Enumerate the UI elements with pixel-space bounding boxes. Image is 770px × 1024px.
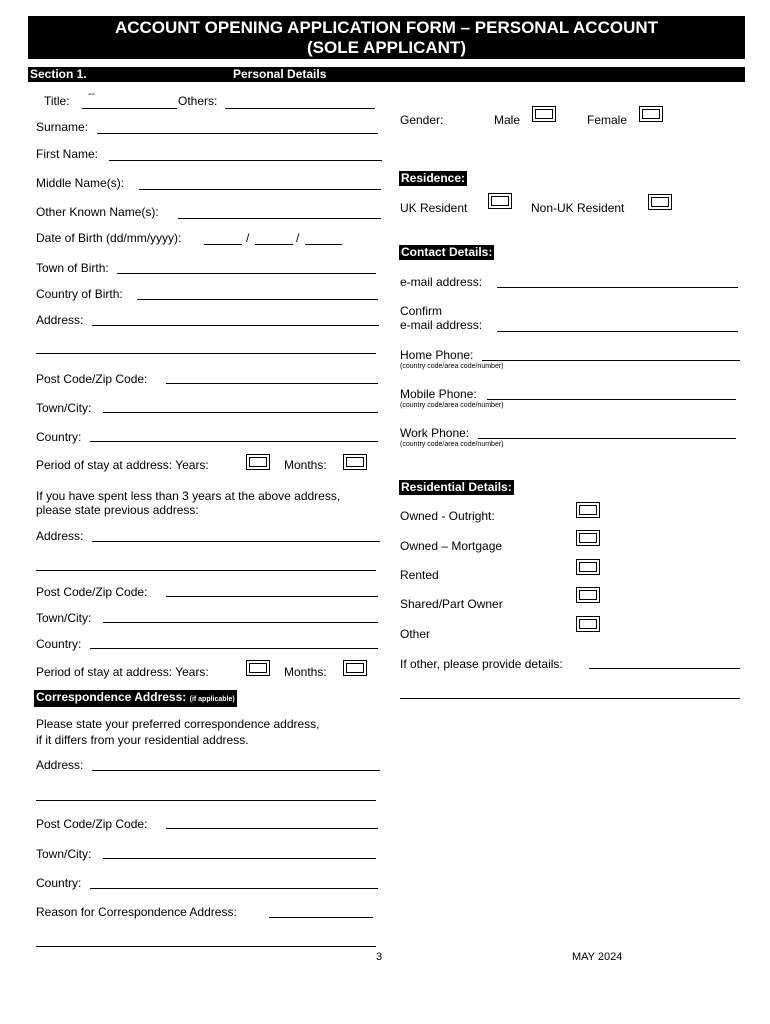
dob-year-input[interactable] [305,244,342,245]
correspondence-address-input-line2[interactable] [36,800,376,801]
town-of-birth-input[interactable] [117,273,376,274]
confirm-email-label: Confirm [400,304,443,318]
other-checkbox[interactable] [576,616,600,632]
correspondence-country-input[interactable] [90,888,378,889]
email-input[interactable] [497,287,738,288]
middle-names-input[interactable] [139,189,381,190]
dob-label: Date of Birth (dd/mm/yyyy): [36,231,182,245]
confirm-email-label: e-mail address: [400,318,483,332]
correspondence-post-code-label: Post Code/Zip Code: [36,817,148,831]
previous-period-months-label: Months: [284,665,327,679]
middle-names-label: Middle Name(s): [36,176,125,190]
previous-address-note: If you have spent less than 3 years at the above address, [36,489,341,503]
correspondence-reason-input-line2[interactable] [36,946,376,947]
owned-outright-checkbox[interactable] [576,502,600,518]
gender-label: Gender: [400,113,444,127]
previous-period-months-box[interactable] [343,660,367,676]
correspondence-heading-text: Correspondence Address: [36,690,187,704]
section-number: Section 1. [30,67,87,81]
town-city-label: Town/City: [36,401,92,415]
footer-date: MAY 2024 [572,951,623,963]
contact-heading: Contact Details: [401,245,493,259]
dob-separator: / [246,231,250,245]
surname-input[interactable] [97,133,378,134]
correspondence-country-label: Country: [36,876,82,890]
uk-resident-checkbox[interactable] [488,193,512,209]
correspondence-town-city-input[interactable] [103,858,376,859]
period-years-label: Period of stay at address: Years: [36,458,209,472]
previous-period-years-box[interactable] [246,660,270,676]
country-label: Country: [36,430,82,444]
previous-town-city-input[interactable] [103,622,378,623]
mobile-phone-hint: (country code/area code/number) [400,402,504,409]
previous-address-note: please state previous address: [36,503,199,517]
gender-female-checkbox[interactable] [639,106,663,122]
mobile-phone-label: Mobile Phone: [400,387,477,401]
form-title: ACCOUNT OPENING APPLICATION FORM – PERSONAL ACCOUNT [114,18,659,37]
uk-resident-label: UK Resident [400,201,468,215]
other-known-names-input[interactable] [178,218,381,219]
work-phone-input[interactable] [478,438,736,439]
previous-country-label: Country: [36,637,82,651]
correspondence-heading-note: (if applicable) [189,696,235,703]
first-name-label: First Name: [36,147,99,161]
post-code-label: Post Code/Zip Code: [36,372,148,386]
home-phone-hint: (country code/area code/number) [400,363,504,370]
address-input-line2[interactable] [36,353,376,354]
country-of-birth-label: Country of Birth: [36,287,123,301]
gender-male-checkbox[interactable] [532,106,556,122]
others-label: Others: [178,94,218,108]
non-uk-resident-checkbox[interactable] [648,194,672,210]
shared-owner-label: Shared/Part Owner [400,597,503,611]
title-value: -- [88,89,95,100]
correspondence-reason-label: Reason for Correspondence Address: [36,905,237,919]
others-input[interactable] [225,108,375,109]
mobile-phone-input[interactable] [487,399,736,400]
town-city-input[interactable] [103,412,378,413]
period-months-box[interactable] [343,454,367,470]
other-known-names-label: Other Known Name(s): [36,205,159,219]
title-label: Title: [44,94,70,108]
section-title: Personal Details [233,67,327,81]
residence-heading: Residence: [401,171,466,185]
form-title-banner [28,16,745,59]
surname-label: Surname: [36,120,89,134]
previous-address-input[interactable] [92,541,380,542]
correspondence-post-code-input[interactable] [166,828,378,829]
owned-mortgage-checkbox[interactable] [576,530,600,546]
page-number: 3 [376,951,383,963]
town-of-birth-label: Town of Birth: [36,261,109,275]
previous-post-code-input[interactable] [166,596,378,597]
correspondence-town-city-label: Town/City: [36,847,92,861]
other-details-label: If other, please provide details: [400,657,563,671]
previous-town-city-label: Town/City: [36,611,92,625]
correspondence-note: if it differs from your residential address. [36,733,249,747]
section-header [28,67,745,82]
period-years-box[interactable] [246,454,270,470]
email-label: e-mail address: [400,275,483,289]
previous-country-input[interactable] [90,648,378,649]
rented-checkbox[interactable] [576,559,600,575]
other-details-input-line2[interactable] [400,698,740,699]
address-label: Address: [36,313,84,327]
gender-female-label: Female [587,113,628,127]
home-phone-input[interactable] [482,360,740,361]
country-of-birth-input[interactable] [137,299,378,300]
correspondence-heading [34,690,237,707]
previous-post-code-label: Post Code/Zip Code: [36,585,148,599]
rented-label: Rented [400,568,439,582]
dob-separator: / [296,231,300,245]
previous-address-label: Address: [36,529,84,543]
correspondence-reason-input[interactable] [269,917,373,918]
title-input[interactable] [82,108,177,109]
previous-address-input-line2[interactable] [36,570,376,571]
confirm-email-input[interactable] [497,331,738,332]
owned-outright-label: Owned - Outright: [400,509,495,523]
dob-month-input[interactable] [255,244,293,245]
gender-male-label: Male [494,113,521,127]
work-phone-label: Work Phone: [400,426,470,440]
country-input[interactable] [90,441,378,442]
other-label: Other [400,627,431,641]
shared-owner-checkbox[interactable] [576,587,600,603]
work-phone-hint: (country code/area code/number) [400,441,504,448]
first-name-input[interactable] [109,160,382,161]
form-subtitle: (SOLE APPLICANT) [307,38,466,57]
other-details-input[interactable] [589,668,740,669]
correspondence-address-input[interactable] [92,770,380,771]
owned-mortgage-label: Owned – Mortgage [400,539,503,553]
home-phone-label: Home Phone: [400,348,474,362]
post-code-input[interactable] [166,383,378,384]
correspondence-note: Please state your preferred correspondence address, [36,717,320,731]
correspondence-address-label: Address: [36,758,84,772]
address-input[interactable] [92,325,379,326]
previous-period-years-label: Period of stay at address: Years: [36,665,209,679]
non-uk-resident-label: Non-UK Resident [531,201,625,215]
period-months-label: Months: [284,458,327,472]
residential-heading: Residential Details: [401,480,512,494]
dob-day-input[interactable] [204,244,242,245]
